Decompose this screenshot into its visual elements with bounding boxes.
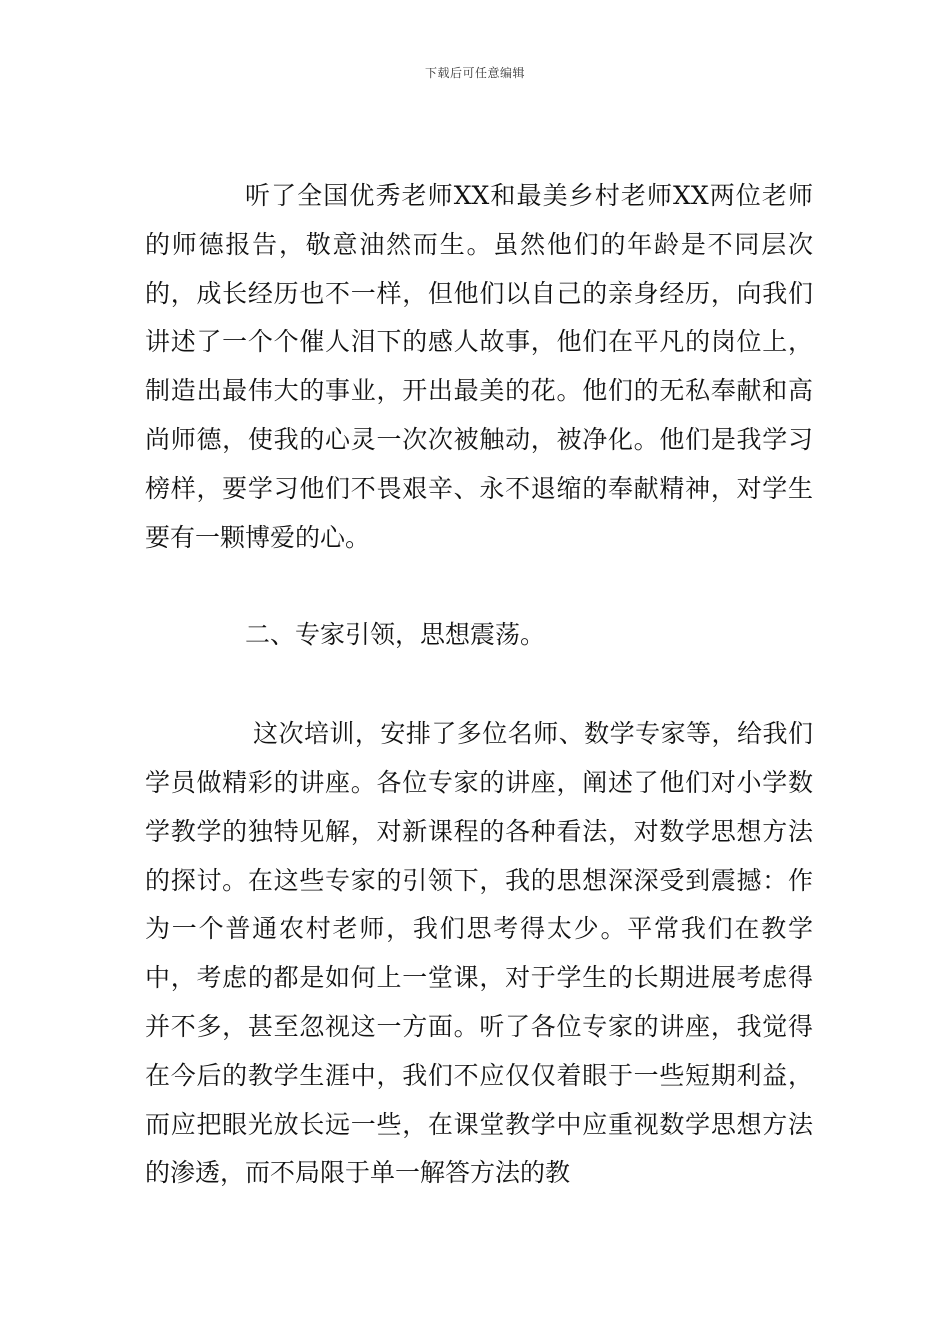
page-header-note: 下载后可任意编辑 <box>424 66 525 80</box>
paragraph-training-lectures: 这次培训，安排了多位名师、数学专家等，给我们学员做精彩的讲座。各位专家的讲座，阐述了他们对小学数学教学的独特见解，对新课程的各种看法，对数学思想方法的探讨。在这些专家的引领下，我的思想深深受到震撼：作为一个普通农村老师，我们思考得太少。平常我们在教学中，考虑的都是如何上一堂课，对于学生的长期进展考虑得并不多，甚至忽视这一方面。听了各位专家的讲座，我觉得在今后的教学生涯中，我们不应仅仅着眼于一些短期利益，而应把眼光放长远一些，在课堂教学中应重视数学思想方法的渗透，而不局限于单一解答方法的教 <box>145 719 813 1188</box>
paragraph-spacer <box>145 660 813 710</box>
paragraph-teacher-ethics-report: 听了全国优秀老师XX和最美乡村老师XX两位老师的师德报告，敬意油然而生。虽然他们的年龄是不同层次的，成长经历也不一样，但他们以自己的亲身经历，向我们讲述了一个个催人泪下的感人故事，他们在平凡的岗位上，制造出最伟大的事业，开出最美的花。他们的无私奉献和高尚师德，使我的心灵一次次被触动，被净化。他们是我学习榜样，要学习他们不畏艰辛、永不退缩的奉献精神，对学生要有一颗博爱的心。 <box>145 181 813 552</box>
section-heading-expert-guidance: 二、专家引领，思想震荡。 <box>245 620 546 650</box>
document-body <box>145 172 813 1198</box>
paragraph-spacer <box>145 562 813 611</box>
